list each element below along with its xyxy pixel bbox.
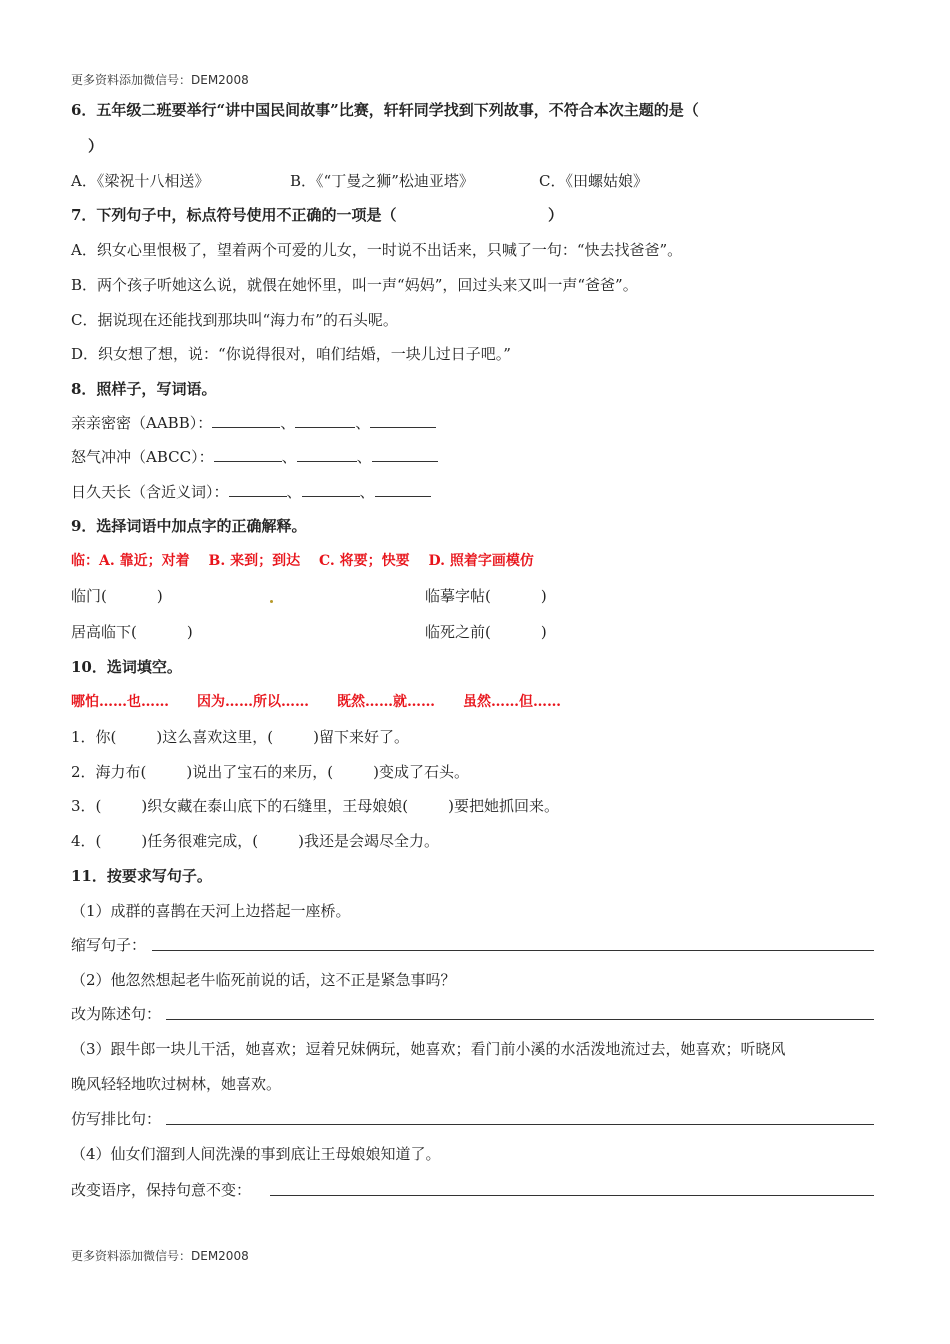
question-11-prompt-2: 改为陈述句： xyxy=(71,1005,162,1023)
question-6-option-c: C．《田螺姑娘》 xyxy=(539,172,648,190)
question-11-stem: 11．按要求写句子。 xyxy=(71,867,212,885)
question-6-close-paren: ） xyxy=(88,137,104,155)
question-9-stem: 9．选择词语中加点字的正确解释。 xyxy=(71,517,307,535)
answer-line-1[interactable] xyxy=(152,950,874,951)
close-paren: ) xyxy=(540,587,547,605)
stray-dot xyxy=(270,600,273,603)
answer-blank[interactable] xyxy=(302,482,360,497)
question-7-option-a: A．织女心里恨极了，望着两个可爱的儿女，一时说不出话来，只喊了一句：“快去找爸爸”。 xyxy=(71,241,683,259)
question-9-item-1 xyxy=(71,586,163,606)
answer-blank[interactable] xyxy=(229,482,287,497)
sentence-part: )变成了石头。 xyxy=(373,763,469,781)
answer-line-2[interactable] xyxy=(166,1019,874,1020)
question-6-option-a: A．《梁祝十八相送》 xyxy=(71,172,210,190)
question-11-sentence-3b: 晚风轻轻地吹过树林，她喜欢。 xyxy=(71,1075,282,1093)
answer-blank[interactable] xyxy=(370,413,436,428)
separator: 、 xyxy=(280,414,296,432)
question-9-item-4 xyxy=(425,622,547,642)
sentence-part: )要把她抓回来。 xyxy=(448,797,559,815)
answer-line-4[interactable] xyxy=(270,1195,874,1196)
question-10-sentence-1 xyxy=(71,727,409,747)
close-paren: ) xyxy=(186,623,193,641)
question-6-stem: 6．五年级二班要举行“讲中国民间故事”比赛，轩轩同学找到下列故事，不符合本次主题的是（ xyxy=(71,101,699,119)
question-10-stem: 10．选词填空。 xyxy=(71,658,182,676)
separator: 、 xyxy=(355,414,371,432)
question-10-sentence-3 xyxy=(71,796,559,816)
separator: 、 xyxy=(359,483,375,501)
header-note: 更多资料添加微信号：DEM2008 xyxy=(71,73,249,87)
footer-note: 更多资料添加微信号：DEM2008 xyxy=(71,1249,249,1263)
question-7-option-d: D．织女想了想，说：“你说得很对，咱们结婚，一块儿过日子吧。” xyxy=(71,345,511,363)
item-text: 居高临下( xyxy=(71,623,137,641)
question-7-stem: 7．下列句子中，标点符号使用不正确的一项是（ xyxy=(71,206,397,224)
question-10-sentence-4 xyxy=(71,831,439,851)
answer-blank[interactable] xyxy=(295,413,355,428)
question-10-options: 哪怕……也…… 因为……所以…… 既然……就…… 虽然……但…… xyxy=(71,694,561,710)
sentence-part: 4．( xyxy=(71,832,102,850)
row-1-label: 亲亲密密（AABB）： xyxy=(71,414,213,432)
row-3-label: 日久天长（含近义词）： xyxy=(71,483,229,501)
answer-blank[interactable] xyxy=(214,447,282,462)
answer-blank[interactable] xyxy=(212,413,280,428)
separator: 、 xyxy=(286,483,302,501)
question-11-prompt-1: 缩写句子： xyxy=(71,936,147,954)
sentence-part: )留下来好了。 xyxy=(313,728,409,746)
separator: 、 xyxy=(356,448,372,466)
sentence-part: )织女藏在泰山底下的石缝里，王母娘娘( xyxy=(141,797,409,815)
item-text: 临摹字帖( xyxy=(425,587,491,605)
question-11-sentence-3a: （3）跟牛郎一块儿干活，她喜欢；逗着兄妹俩玩，她喜欢；看门前小溪的水活泼地流过去，她喜欢；听晓风 xyxy=(71,1040,786,1058)
question-8-stem: 8．照样子，写词语。 xyxy=(71,380,217,398)
question-7-close-paren: ） xyxy=(548,206,564,224)
sentence-part: 3．( xyxy=(71,797,102,815)
separator: 、 xyxy=(281,448,297,466)
answer-blank[interactable] xyxy=(375,482,431,497)
question-9-options: 临：A. 靠近；对着 B. 来到；到达 C. 将要；快要 D. 照着字画模仿 xyxy=(71,553,534,569)
sentence-part: )这么喜欢这里，( xyxy=(156,728,274,746)
question-8-row-2 xyxy=(71,447,438,467)
item-text: 临死之前( xyxy=(425,623,491,641)
question-11-prompt-3: 仿写排比句： xyxy=(71,1110,162,1128)
answer-blank[interactable] xyxy=(372,447,438,462)
question-8-row-1 xyxy=(71,413,436,433)
sentence-part: )我还是会竭尽全力。 xyxy=(298,832,439,850)
close-paren: ) xyxy=(540,623,547,641)
question-11-sentence-4: （4）仙女们溜到人间洗澡的事到底让王母娘娘知道了。 xyxy=(71,1145,441,1163)
question-11-prompt-4: 改变语序，保持句意不变： xyxy=(71,1181,252,1199)
question-11-sentence-1: （1）成群的喜鹊在天河上边搭起一座桥。 xyxy=(71,902,351,920)
sentence-part: )任务很难完成，( xyxy=(141,832,259,850)
question-9-item-3 xyxy=(71,622,193,642)
question-6-option-b: B．《“丁曼之狮”松迪亚塔》 xyxy=(290,172,474,190)
question-11-sentence-2: （2）他忽然想起老牛临死前说的话，这不正是紧急事吗？ xyxy=(71,971,456,989)
item-text: 临门( xyxy=(71,587,107,605)
row-2-label: 怒气冲冲（ABCC）： xyxy=(71,448,214,466)
question-10-sentence-2 xyxy=(71,762,469,782)
question-9-item-2 xyxy=(425,586,547,606)
question-7-option-b: B．两个孩子听她这么说，就偎在她怀里，叫一声“妈妈”，回过头来又叫一声“爸爸”。 xyxy=(71,276,638,294)
close-paren: ) xyxy=(156,587,163,605)
question-7-option-c: C．据说现在还能找到那块叫“海力布”的石头呢。 xyxy=(71,311,398,329)
sentence-part: 1．你( xyxy=(71,728,117,746)
question-8-row-3 xyxy=(71,482,431,502)
sentence-part: 2．海力布( xyxy=(71,763,147,781)
answer-line-3[interactable] xyxy=(166,1124,874,1125)
sentence-part: )说出了宝石的来历，( xyxy=(186,763,334,781)
answer-blank[interactable] xyxy=(297,447,357,462)
